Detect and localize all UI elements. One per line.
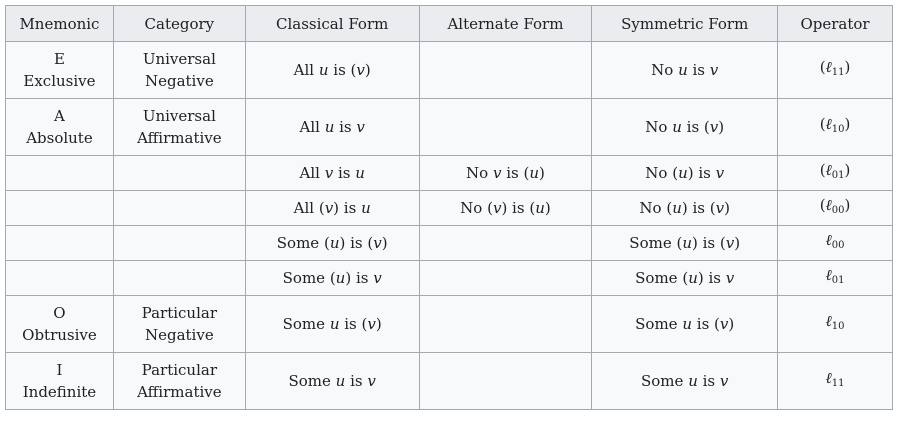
formula-subscript: 10 (831, 124, 845, 135)
formula-text: ) is ( (681, 199, 716, 217)
cell-category-line: Affirmative (137, 383, 222, 401)
formula-variable: u (688, 372, 698, 390)
formula-variable: v (324, 164, 334, 182)
formula-text: ) is (687, 164, 716, 182)
formula-variable: u (682, 315, 692, 333)
cell-category (113, 42, 245, 99)
cell-category-line: Negative (144, 72, 214, 90)
cell-alternate-form (419, 296, 592, 353)
formula-variable: u (324, 118, 335, 136)
formula-text: is (345, 372, 368, 390)
formula-variable: u (329, 234, 340, 252)
formula-text: ) is ( (501, 199, 536, 217)
header-symmetric-form: Symmetric Form (592, 6, 778, 42)
table-row (6, 42, 893, 99)
formula-text: ) is ( (692, 234, 726, 252)
cell-mnemonic (6, 99, 114, 156)
formula-variable: v (356, 61, 365, 79)
table-row (6, 353, 893, 410)
cell-alternate-form (419, 191, 592, 226)
cell-alternate-form (419, 99, 592, 156)
formula-variable: u (535, 199, 545, 217)
formula-text: No (466, 164, 493, 182)
formula-text: is (697, 372, 720, 390)
formula-subscript: 10 (831, 321, 845, 332)
formula-text: is ( (692, 315, 720, 333)
formula-text: ) (375, 315, 382, 333)
cell-mnemonic-line: Absolute (26, 129, 93, 147)
cell-operator (778, 42, 893, 99)
formula-variable: u (672, 118, 682, 136)
cell-mnemonic-line: I (56, 361, 63, 379)
formula-variable: u (329, 315, 340, 333)
formula-text: is ( (501, 164, 530, 182)
formula-text: All (293, 61, 319, 79)
formula-text: is (687, 61, 710, 79)
formula-text: ) (381, 234, 388, 252)
formula-subscript: 00 (831, 240, 845, 251)
formula-variable: v (373, 234, 382, 252)
formula-text: Some ( (635, 269, 689, 287)
cell-classical-form (245, 296, 419, 353)
table-row (6, 99, 893, 156)
formula-variable: ℓ (825, 58, 832, 76)
formula-variable: v (709, 61, 719, 79)
cell-symmetric-form (592, 261, 778, 296)
formula-text: ) (844, 196, 851, 214)
cell-classical-form (245, 99, 419, 156)
cell-category-line: Universal (142, 50, 216, 68)
cell-category (113, 296, 245, 353)
cell-symmetric-form (592, 353, 778, 410)
cell-alternate-form (419, 226, 592, 261)
cell-classical-form (245, 226, 419, 261)
formula-variable: ℓ (825, 369, 832, 387)
formula-variable: v (356, 118, 365, 136)
formula-variable: u (529, 164, 539, 182)
cell-category-line: Particular (141, 304, 218, 322)
formula-text: Some ( (282, 269, 336, 287)
header-row (6, 6, 893, 42)
formula-variable: u (361, 199, 371, 217)
formula-text: Some (641, 372, 689, 390)
cell-category (113, 191, 245, 226)
formula-variable: ℓ (825, 231, 832, 249)
formula-variable: v (715, 199, 725, 217)
cell-operator (778, 191, 893, 226)
cell-category-line: Particular (141, 361, 218, 379)
formula-text: ) (844, 161, 851, 179)
table-row (6, 226, 893, 261)
formula-subscript: 11 (831, 67, 845, 78)
formula-variable: v (373, 269, 382, 287)
header-mnemonic: Mnemonic (6, 6, 114, 42)
formula-text: ) is (345, 269, 374, 287)
formula-text: All (299, 118, 325, 136)
formula-text: No (645, 118, 673, 136)
formula-text: All ( (293, 199, 325, 217)
formula-text: ) (844, 58, 851, 76)
formula-variable: u (682, 234, 692, 252)
formula-subscript: 01 (831, 275, 845, 286)
cell-symmetric-form (592, 99, 778, 156)
header-alternate-form: Alternate Form (419, 6, 592, 42)
cell-mnemonic-line: O (53, 304, 66, 322)
cell-category-line: Universal (142, 107, 216, 125)
cell-mnemonic (6, 42, 114, 99)
cell-operator (778, 156, 893, 191)
formula-subscript: 00 (831, 205, 845, 216)
formula-text: No ( (460, 199, 493, 217)
cell-symmetric-form (592, 226, 778, 261)
formula-text: ) (544, 199, 551, 217)
formula-variable: v (709, 118, 719, 136)
formula-text: No ( (645, 164, 679, 182)
formula-text: Some (635, 315, 683, 333)
cell-symmetric-form (592, 191, 778, 226)
cell-mnemonic-line: E (53, 50, 65, 68)
formula-text: Some (282, 315, 330, 333)
formula-text: ) (734, 234, 741, 252)
cell-classical-form (245, 156, 419, 191)
formula-variable: v (719, 372, 729, 390)
formula-variable: ℓ (825, 312, 832, 330)
formula-variable: v (367, 315, 376, 333)
cell-mnemonic-line: Obtrusive (22, 326, 97, 344)
cell-category (113, 226, 245, 261)
formula-variable: v (725, 234, 735, 252)
formula-variable: v (719, 315, 729, 333)
table-row (6, 296, 893, 353)
cell-alternate-form (419, 353, 592, 410)
cell-mnemonic-line: Indefinite (22, 383, 97, 401)
formula-variable: u (335, 269, 346, 287)
formula-text: No (651, 61, 679, 79)
formula-variable: v (725, 269, 735, 287)
cell-alternate-form (419, 156, 592, 191)
cell-symmetric-form (592, 156, 778, 191)
formula-text: ) (364, 61, 371, 79)
cell-mnemonic (6, 156, 114, 191)
formula-text: All (299, 164, 325, 182)
formula-variable: v (715, 164, 725, 182)
header-operator: Operator (778, 6, 893, 42)
cell-operator (778, 353, 893, 410)
formula-text: ) is ( (339, 234, 374, 252)
cell-operator (778, 99, 893, 156)
cell-classical-form (245, 191, 419, 226)
formula-text: ) (718, 118, 725, 136)
formula-text: is (333, 164, 356, 182)
formula-variable: u (318, 61, 329, 79)
table-row (6, 156, 893, 191)
cell-mnemonic-line: A (54, 107, 65, 125)
cell-mnemonic-line: Exclusive (23, 72, 96, 90)
cell-mnemonic (6, 191, 114, 226)
cell-classical-form (245, 42, 419, 99)
formula-text: ) (728, 315, 735, 333)
cell-category-line: Affirmative (137, 129, 222, 147)
formula-text: is ( (339, 315, 368, 333)
cell-alternate-form (419, 42, 592, 99)
table-body (6, 42, 893, 410)
cell-alternate-form (419, 261, 592, 296)
propositions-table (5, 5, 893, 410)
cell-symmetric-form (592, 296, 778, 353)
formula-text: ( (819, 161, 826, 179)
formula-text: No ( (639, 199, 673, 217)
formula-variable: v (324, 199, 334, 217)
formula-variable: ℓ (825, 161, 832, 179)
cell-mnemonic (6, 353, 114, 410)
header-classical-form: Classical Form (245, 6, 419, 42)
formula-text: Some (288, 372, 336, 390)
formula-variable: ℓ (825, 115, 832, 133)
formula-variable: u (672, 199, 682, 217)
formula-text: ) (539, 164, 545, 182)
cell-symmetric-form (592, 42, 778, 99)
formula-text: is (334, 118, 357, 136)
cell-classical-form (245, 261, 419, 296)
formula-variable: u (678, 61, 688, 79)
formula-text: ) (724, 199, 730, 217)
formula-variable: ℓ (825, 196, 832, 214)
cell-mnemonic (6, 296, 114, 353)
formula-text: ) is (697, 269, 726, 287)
cell-mnemonic (6, 226, 114, 261)
formula-subscript: 01 (831, 170, 845, 181)
formula-text: Some ( (629, 234, 683, 252)
formula-text: ( (819, 115, 826, 133)
formula-variable: u (678, 164, 688, 182)
formula-text: is ( (328, 61, 357, 79)
formula-variable: v (492, 199, 502, 217)
cell-operator (778, 296, 893, 353)
table-row (6, 191, 893, 226)
cell-operator (778, 261, 893, 296)
formula-text: ) is (333, 199, 362, 217)
cell-mnemonic (6, 261, 114, 296)
formula-text: ) (844, 115, 851, 133)
formula-variable: ℓ (825, 266, 832, 284)
formula-text: ( (819, 58, 826, 76)
cell-category (113, 99, 245, 156)
cell-operator (778, 226, 893, 261)
formula-variable: u (355, 164, 365, 182)
cell-category (113, 261, 245, 296)
cell-category-line: Negative (144, 326, 214, 344)
formula-variable: u (335, 372, 346, 390)
formula-text: is ( (681, 118, 710, 136)
formula-text: ( (819, 196, 826, 214)
cell-category (113, 156, 245, 191)
formula-variable: v (492, 164, 502, 182)
formula-variable: v (367, 372, 376, 390)
cell-category (113, 353, 245, 410)
header-category: Category (113, 6, 245, 42)
cell-classical-form (245, 353, 419, 410)
formula-subscript: 11 (831, 378, 845, 389)
formula-variable: u (688, 269, 698, 287)
formula-text: Some ( (276, 234, 330, 252)
table-row (6, 261, 893, 296)
